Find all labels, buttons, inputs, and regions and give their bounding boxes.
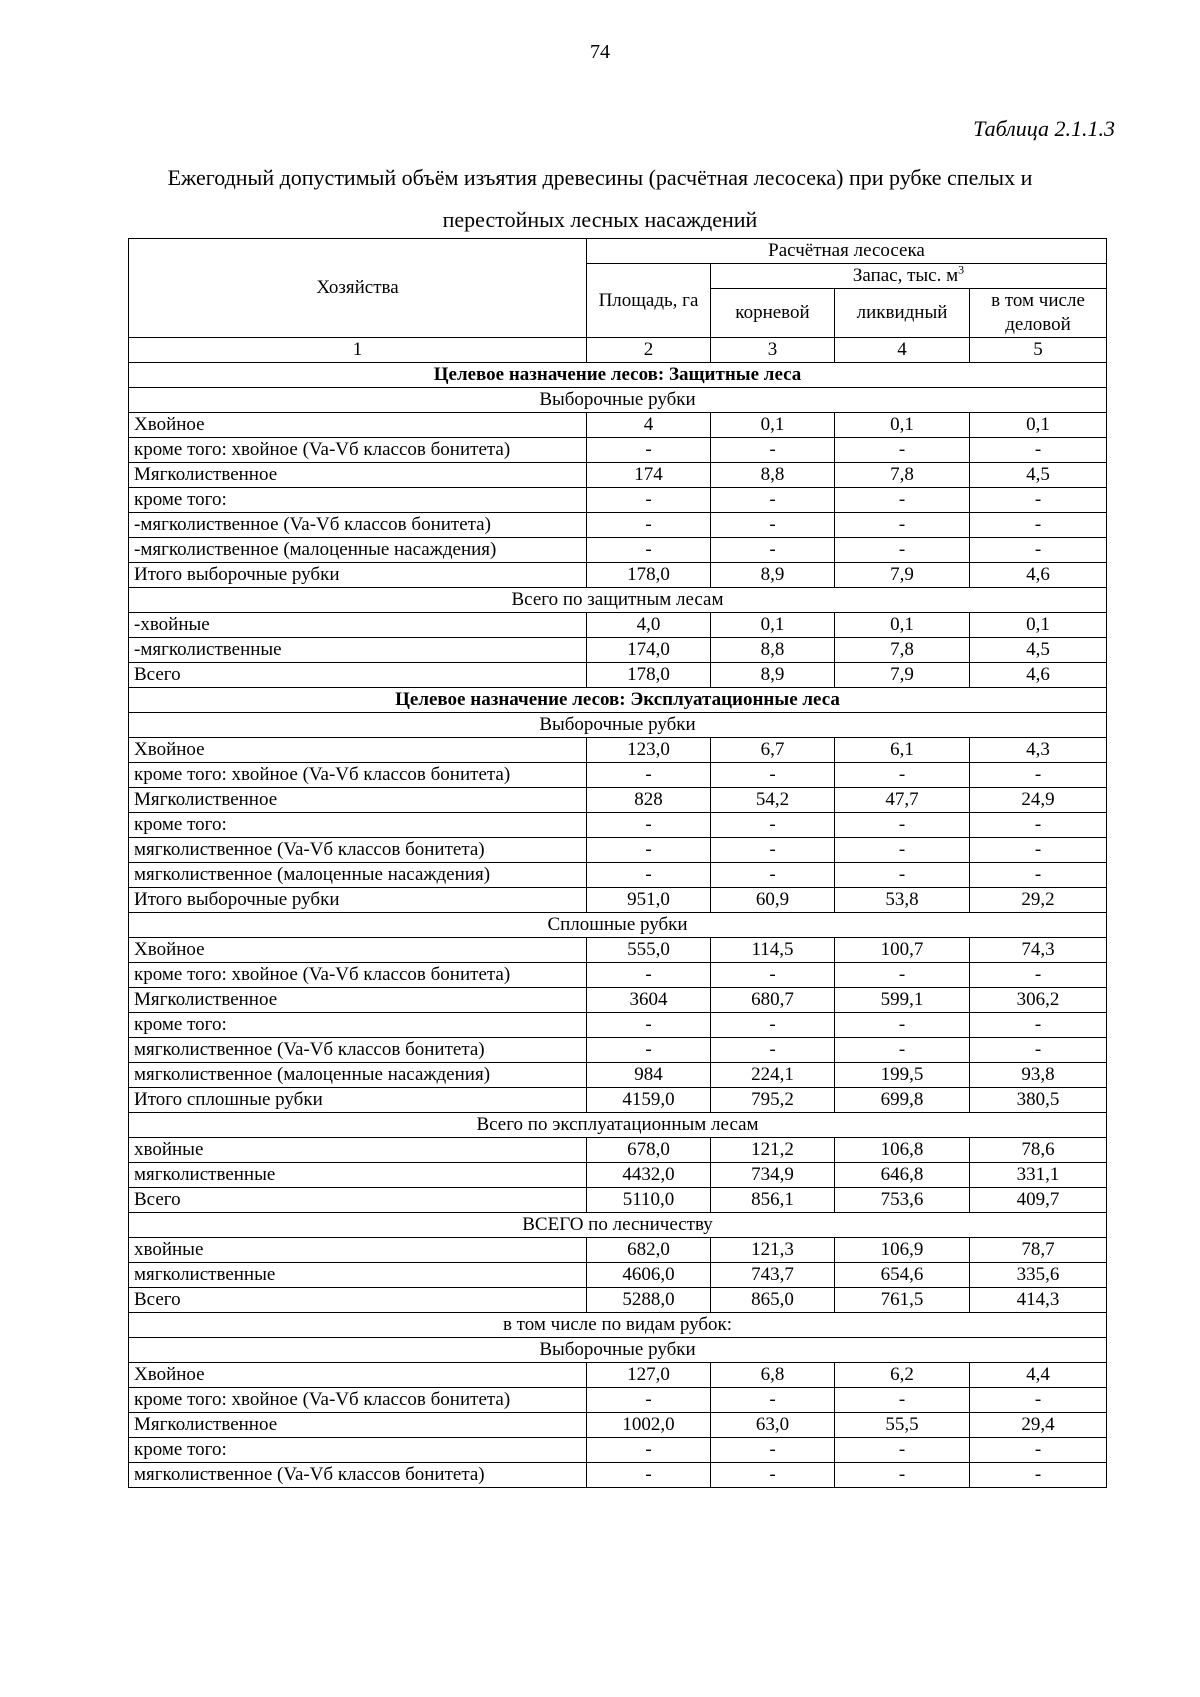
cell-business: - (970, 963, 1107, 988)
header-stock (711, 264, 1107, 289)
cell-business: - (970, 513, 1107, 538)
cell-business: 29,2 (970, 888, 1107, 913)
cell-root: 6,8 (711, 1363, 835, 1388)
row-label: Всего (129, 1288, 587, 1313)
cell-root: 680,7 (711, 988, 835, 1013)
cell-area: - (587, 538, 711, 563)
table-header (129, 239, 1107, 363)
cell-liquid: 100,7 (835, 938, 970, 963)
table-row (129, 1288, 1107, 1313)
cell-business: 380,5 (970, 1088, 1107, 1113)
header-root: корневой (711, 289, 835, 338)
table-row (129, 1013, 1107, 1038)
cell-root: 856,1 (711, 1188, 835, 1213)
table-row (129, 988, 1107, 1013)
subsection-header-row (129, 1113, 1107, 1138)
table-row (129, 663, 1107, 688)
cell-root: 8,8 (711, 638, 835, 663)
cell-liquid: 199,5 (835, 1063, 970, 1088)
table-row (129, 1363, 1107, 1388)
table-title-line-1: Ежегодный допустимый объём изъятия древесины (расчётная лесосека) при рубке спелых и (167, 165, 1033, 190)
row-label: Хвойное (129, 738, 587, 763)
cell-business: 4,6 (970, 663, 1107, 688)
cell-area: 678,0 (587, 1138, 711, 1163)
header-business: в том числе деловой (970, 289, 1107, 338)
col-number-4: 4 (835, 338, 970, 363)
row-label: кроме того: (129, 813, 587, 838)
cell-root: - (711, 813, 835, 838)
row-label: Всего (129, 663, 587, 688)
cell-area: - (587, 513, 711, 538)
cell-area: 555,0 (587, 938, 711, 963)
cell-root: - (711, 1038, 835, 1063)
header-area: Площадь, га (587, 264, 711, 338)
cell-area: 127,0 (587, 1363, 711, 1388)
forest-cut-table (128, 238, 1107, 1488)
table-row (129, 488, 1107, 513)
cell-root: - (711, 513, 835, 538)
table-row (129, 1188, 1107, 1213)
subsection-title: Всего по эксплуатационным лесам (129, 1113, 1107, 1138)
header-calc-cut: Расчётная лесосека (587, 239, 1107, 264)
table-row (129, 813, 1107, 838)
table-row (129, 1463, 1107, 1488)
row-label: мягколиственное (Va-Vб классов бонитета) (129, 838, 587, 863)
cell-area: 4,0 (587, 613, 711, 638)
cell-business: 0,1 (970, 413, 1107, 438)
table-row (129, 638, 1107, 663)
cell-liquid: - (835, 1388, 970, 1413)
cell-liquid: 7,8 (835, 463, 970, 488)
cell-business: 331,1 (970, 1163, 1107, 1188)
page-number: 74 (590, 41, 610, 63)
col-number-1: 1 (129, 338, 587, 363)
cell-area: - (587, 488, 711, 513)
subsection-title: Сплошные рубки (129, 913, 1107, 938)
cell-liquid: - (835, 863, 970, 888)
cell-area: 984 (587, 1063, 711, 1088)
cell-root: 121,2 (711, 1138, 835, 1163)
cell-business: - (970, 1038, 1107, 1063)
subsection-title: Выборочные рубки (129, 388, 1107, 413)
row-label: Мягколиственное (129, 988, 587, 1013)
table-row (129, 938, 1107, 963)
cell-liquid: 646,8 (835, 1163, 970, 1188)
cell-root: - (711, 1388, 835, 1413)
cell-liquid: - (835, 1438, 970, 1463)
cell-liquid: 0,1 (835, 413, 970, 438)
cell-liquid: 47,7 (835, 788, 970, 813)
cell-business: 335,6 (970, 1263, 1107, 1288)
cell-area: 1002,0 (587, 1413, 711, 1438)
subsection-title: ВСЕГО по лесничеству (129, 1213, 1107, 1238)
row-label: мягколиственные (129, 1263, 587, 1288)
cell-area: 174,0 (587, 638, 711, 663)
table-title-line-2: перестойных лесных насаждений (442, 207, 758, 232)
subsection-header-row (129, 1213, 1107, 1238)
row-label: кроме того: хвойное (Va-Vб классов бонитета) (129, 1388, 587, 1413)
cell-business: - (970, 1463, 1107, 1488)
cell-liquid: - (835, 438, 970, 463)
subsection-header-row (129, 1338, 1107, 1363)
table-row (129, 863, 1107, 888)
cell-liquid: 761,5 (835, 1288, 970, 1313)
cell-business: 306,2 (970, 988, 1107, 1013)
table-row (129, 513, 1107, 538)
cell-area: 828 (587, 788, 711, 813)
cell-area: - (587, 1463, 711, 1488)
cell-root: 0,1 (711, 613, 835, 638)
cell-liquid: 753,6 (835, 1188, 970, 1213)
cell-root: - (711, 438, 835, 463)
cell-liquid: - (835, 513, 970, 538)
subsection-title: в том числе по видам рубок: (129, 1313, 1107, 1338)
cell-liquid: - (835, 488, 970, 513)
cell-area: - (587, 1388, 711, 1413)
cell-business: 4,5 (970, 463, 1107, 488)
cell-area: 5110,0 (587, 1188, 711, 1213)
table-row (129, 788, 1107, 813)
cell-root: - (711, 538, 835, 563)
cell-root: - (711, 1438, 835, 1463)
row-label: Итого сплошные рубки (129, 1088, 587, 1113)
cell-business: 93,8 (970, 1063, 1107, 1088)
table-row (129, 613, 1107, 638)
row-label: кроме того: (129, 1013, 587, 1038)
row-label: мягколиственное (Va-Vб классов бонитета) (129, 1463, 587, 1488)
table-row (129, 1088, 1107, 1113)
row-label: Всего (129, 1188, 587, 1213)
row-label: Хвойное (129, 938, 587, 963)
cell-business: 4,5 (970, 638, 1107, 663)
cell-liquid: - (835, 1038, 970, 1063)
section-title: Целевое назначение лесов: Защитные леса (129, 363, 1107, 388)
cell-liquid: 7,9 (835, 563, 970, 588)
table-row (129, 763, 1107, 788)
cell-root: 6,7 (711, 738, 835, 763)
cell-area: - (587, 763, 711, 788)
cell-business: - (970, 863, 1107, 888)
table-row (129, 1138, 1107, 1163)
cell-liquid: - (835, 1013, 970, 1038)
subsection-header-row (129, 388, 1107, 413)
table-title (120, 157, 1080, 241)
table-number: Таблица 2.1.1.3 (973, 116, 1115, 141)
table-row (129, 1388, 1107, 1413)
row-label: кроме того: хвойное (Va-Vб классов бонитета) (129, 963, 587, 988)
subsection-title: Всего по защитным лесам (129, 588, 1107, 613)
cell-root: - (711, 1013, 835, 1038)
cell-root: 734,9 (711, 1163, 835, 1188)
subsection-title: Выборочные рубки (129, 1338, 1107, 1363)
cell-business: - (970, 813, 1107, 838)
cell-root: - (711, 1463, 835, 1488)
cell-business: 0,1 (970, 613, 1107, 638)
row-label: хвойные (129, 1238, 587, 1263)
table-row (129, 1063, 1107, 1088)
cell-root: - (711, 763, 835, 788)
cell-business: - (970, 1438, 1107, 1463)
cell-root: 114,5 (711, 938, 835, 963)
cell-root: 8,9 (711, 663, 835, 688)
table-row (129, 563, 1107, 588)
header-liquid: ликвидный (835, 289, 970, 338)
row-label: кроме того: хвойное (Va-Vб классов бонитета) (129, 763, 587, 788)
row-label: кроме того: хвойное (Va-Vб классов бонитета) (129, 438, 587, 463)
cell-liquid: 6,1 (835, 738, 970, 763)
cell-root: 8,9 (711, 563, 835, 588)
cell-root: 0,1 (711, 413, 835, 438)
table-row (129, 413, 1107, 438)
cell-root: 60,9 (711, 888, 835, 913)
section-header-row (129, 363, 1107, 388)
subsection-title: Выборочные рубки (129, 713, 1107, 738)
cell-business: - (970, 438, 1107, 463)
row-label: кроме того: (129, 1438, 587, 1463)
cell-business: 414,3 (970, 1288, 1107, 1313)
row-label: -мягколиственные (129, 638, 587, 663)
cell-root: 743,7 (711, 1263, 835, 1288)
cell-area: - (587, 1013, 711, 1038)
cell-root: 121,3 (711, 1238, 835, 1263)
cell-liquid: 654,6 (835, 1263, 970, 1288)
col-number-5: 5 (970, 338, 1107, 363)
header-farms: Хозяйства (129, 239, 587, 338)
row-label: -мягколиственное (Va-Vб классов бонитета) (129, 513, 587, 538)
subsection-header-row (129, 913, 1107, 938)
cell-liquid: 106,9 (835, 1238, 970, 1263)
table-row (129, 1263, 1107, 1288)
cell-business: - (970, 538, 1107, 563)
cell-area: - (587, 963, 711, 988)
table-body (129, 363, 1107, 1488)
cell-liquid: 7,8 (835, 638, 970, 663)
cell-root: 224,1 (711, 1063, 835, 1088)
cell-root: 8,8 (711, 463, 835, 488)
table-row (129, 538, 1107, 563)
table-row (129, 463, 1107, 488)
subsection-header-row (129, 588, 1107, 613)
cell-root: - (711, 838, 835, 863)
header-stock-label: Запас, тыс. м (852, 265, 959, 286)
cell-area: - (587, 438, 711, 463)
cell-liquid: 106,8 (835, 1138, 970, 1163)
cell-area: 123,0 (587, 738, 711, 763)
cell-root: 795,2 (711, 1088, 835, 1113)
cell-business: 4,6 (970, 563, 1107, 588)
cell-area: 4606,0 (587, 1263, 711, 1288)
cell-area: 4432,0 (587, 1163, 711, 1188)
cell-area: 682,0 (587, 1238, 711, 1263)
cell-business: 24,9 (970, 788, 1107, 813)
cell-root: 54,2 (711, 788, 835, 813)
row-label: -хвойные (129, 613, 587, 638)
table-row (129, 438, 1107, 463)
row-label: мягколиственное (малоценные насаждения) (129, 863, 587, 888)
header-stock-unit-sup: 3 (958, 263, 965, 277)
cell-liquid: 7,9 (835, 663, 970, 688)
cell-business: 29,4 (970, 1413, 1107, 1438)
table-row (129, 838, 1107, 863)
cell-business: - (970, 1388, 1107, 1413)
cell-root: - (711, 963, 835, 988)
cell-area: 5288,0 (587, 1288, 711, 1313)
cell-liquid: 6,2 (835, 1363, 970, 1388)
table-row (129, 1038, 1107, 1063)
row-label: мягколиственное (малоценные насаждения) (129, 1063, 587, 1088)
cell-liquid: - (835, 813, 970, 838)
table-row (129, 1238, 1107, 1263)
cell-root: - (711, 488, 835, 513)
cell-root: 63,0 (711, 1413, 835, 1438)
cell-business: - (970, 763, 1107, 788)
row-label: Итого выборочные рубки (129, 888, 587, 913)
table-row (129, 888, 1107, 913)
cell-area: - (587, 813, 711, 838)
table-row (129, 963, 1107, 988)
cell-area: 174 (587, 463, 711, 488)
cell-liquid: - (835, 963, 970, 988)
cell-root: 865,0 (711, 1288, 835, 1313)
cell-area: 3604 (587, 988, 711, 1013)
row-label: Мягколиственное (129, 1413, 587, 1438)
row-label: Мягколиственное (129, 788, 587, 813)
cell-area: 4 (587, 413, 711, 438)
cell-business: 74,3 (970, 938, 1107, 963)
row-label: кроме того: (129, 488, 587, 513)
cell-liquid: - (835, 538, 970, 563)
cell-liquid: - (835, 763, 970, 788)
cell-area: - (587, 863, 711, 888)
cell-liquid: 0,1 (835, 613, 970, 638)
table-row (129, 738, 1107, 763)
section-title: Целевое назначение лесов: Эксплуатационные леса (129, 688, 1107, 713)
row-label: -мягколиственное (малоценные насаждения) (129, 538, 587, 563)
cell-root: - (711, 863, 835, 888)
cell-area: - (587, 1438, 711, 1463)
cell-area: - (587, 838, 711, 863)
row-label: Хвойное (129, 1363, 587, 1388)
cell-business: 409,7 (970, 1188, 1107, 1213)
cell-business: 4,4 (970, 1363, 1107, 1388)
cell-area: 178,0 (587, 563, 711, 588)
table-row (129, 1163, 1107, 1188)
subsection-header-row (129, 1313, 1107, 1338)
cell-business: 4,3 (970, 738, 1107, 763)
cell-business: - (970, 488, 1107, 513)
cell-business: 78,6 (970, 1138, 1107, 1163)
cell-area: 4159,0 (587, 1088, 711, 1113)
cell-liquid: 699,8 (835, 1088, 970, 1113)
row-label: мягколиственное (Va-Vб классов бонитета) (129, 1038, 587, 1063)
cell-liquid: 599,1 (835, 988, 970, 1013)
cell-liquid: 55,5 (835, 1413, 970, 1438)
row-label: Мягколиственное (129, 463, 587, 488)
row-label: хвойные (129, 1138, 587, 1163)
table-row (129, 1438, 1107, 1463)
cell-liquid: 53,8 (835, 888, 970, 913)
row-label: Хвойное (129, 413, 587, 438)
cell-liquid: - (835, 838, 970, 863)
table-row (129, 1413, 1107, 1438)
cell-area: - (587, 1038, 711, 1063)
cell-area: 951,0 (587, 888, 711, 913)
cell-business: - (970, 838, 1107, 863)
col-number-2: 2 (587, 338, 711, 363)
row-label: мягколиственные (129, 1163, 587, 1188)
cell-area: 178,0 (587, 663, 711, 688)
cell-business: 78,7 (970, 1238, 1107, 1263)
col-number-3: 3 (711, 338, 835, 363)
subsection-header-row (129, 713, 1107, 738)
section-header-row (129, 688, 1107, 713)
row-label: Итого выборочные рубки (129, 563, 587, 588)
cell-business: - (970, 1013, 1107, 1038)
cell-liquid: - (835, 1463, 970, 1488)
